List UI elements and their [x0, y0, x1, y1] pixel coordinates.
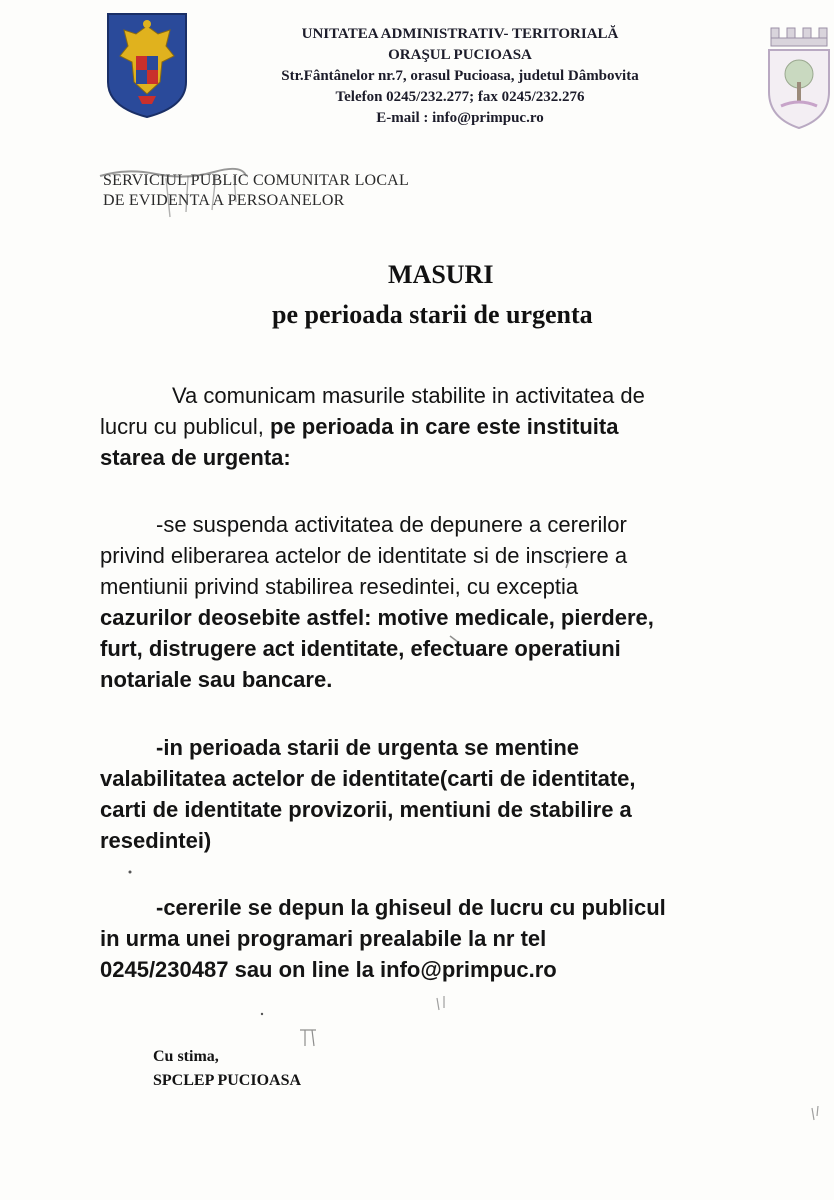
paragraph-line: -se suspenda activitatea de depunere a cererilor: [156, 512, 627, 537]
paragraph-line: -in perioada starii de urgenta se mentine: [156, 735, 579, 760]
paragraph-line: 0245/230487 sau on line la info@primpuc.ro: [100, 957, 557, 982]
header-city: ORAŞUL PUCIOASA: [388, 47, 532, 63]
header-institution-name: UNITATEA ADMINISTRATIV- TERITORIALĂ: [301, 26, 619, 42]
paragraph-line: carti de identitate provizorii, mentiuni de stabilire a: [100, 797, 632, 822]
title-line-2: pe perioada starii de urgenta: [272, 300, 593, 329]
paragraph-line: mentiunii privind stabilirea resedintei, cu exceptia: [100, 574, 579, 599]
paragraph-line: [100, 411, 740, 442]
paragraph-line: furt, distrugere act identitate, efectuare operatiuni: [100, 636, 621, 661]
paragraph-text: lucru cu publicul,: [100, 414, 270, 439]
paragraph-appointments: [100, 892, 740, 985]
paragraph-line: notariale sau bancare.: [100, 667, 333, 692]
signature-office: SPCLEP PUCIOASA: [153, 1072, 302, 1089]
title-line-1: MASURI: [388, 260, 494, 289]
paragraph-line: resedintei): [100, 828, 212, 853]
paragraph-line: valabilitatea actelor de identitate(carti de identitate,: [100, 766, 636, 791]
service-line-2: DE EVIDENTA A PERSOANELOR: [103, 192, 345, 209]
pucioasa-coat-of-arms-icon: [765, 22, 833, 132]
service-line-1: SERVICIUL PUBLIC COMUNITAR LOCAL: [103, 172, 409, 189]
paragraph-line: privind eliberarea actelor de identitate si de inscriere a: [100, 543, 628, 568]
paragraph-suspension: [100, 509, 740, 695]
institution-header: [200, 24, 720, 129]
service-name: [103, 171, 409, 211]
paragraph-line: starea de urgenta:: [100, 445, 291, 470]
header-address: Str.Fântânelor nr.7, orasul Pucioasa, judetul Dâmbovita: [281, 68, 639, 84]
paragraph-validity: [100, 732, 740, 856]
romania-coat-of-arms-icon: [106, 12, 188, 119]
paragraph-line: cazurilor deosebite astfel: motive medicale, pierdere,: [100, 605, 654, 630]
header-phone: Telefon 0245/232.277; fax 0245/232.276: [335, 89, 585, 105]
paragraph-line: Va comunicam masurile stabilite in activitatea de: [172, 383, 645, 408]
header-email: E-mail : info@primpuc.ro: [376, 110, 544, 126]
paragraph-bold-text: pe perioada in care este instituita: [269, 414, 619, 439]
paragraph-line: -cererile se depun la ghiseul de lucru cu publicul: [156, 895, 666, 920]
signature-greeting: Cu stima,: [153, 1048, 219, 1065]
signature-block: [153, 1045, 301, 1093]
paragraph-intro: [100, 380, 740, 473]
paragraph-line: in urma unei programari prealabile la nr tel: [100, 926, 547, 951]
